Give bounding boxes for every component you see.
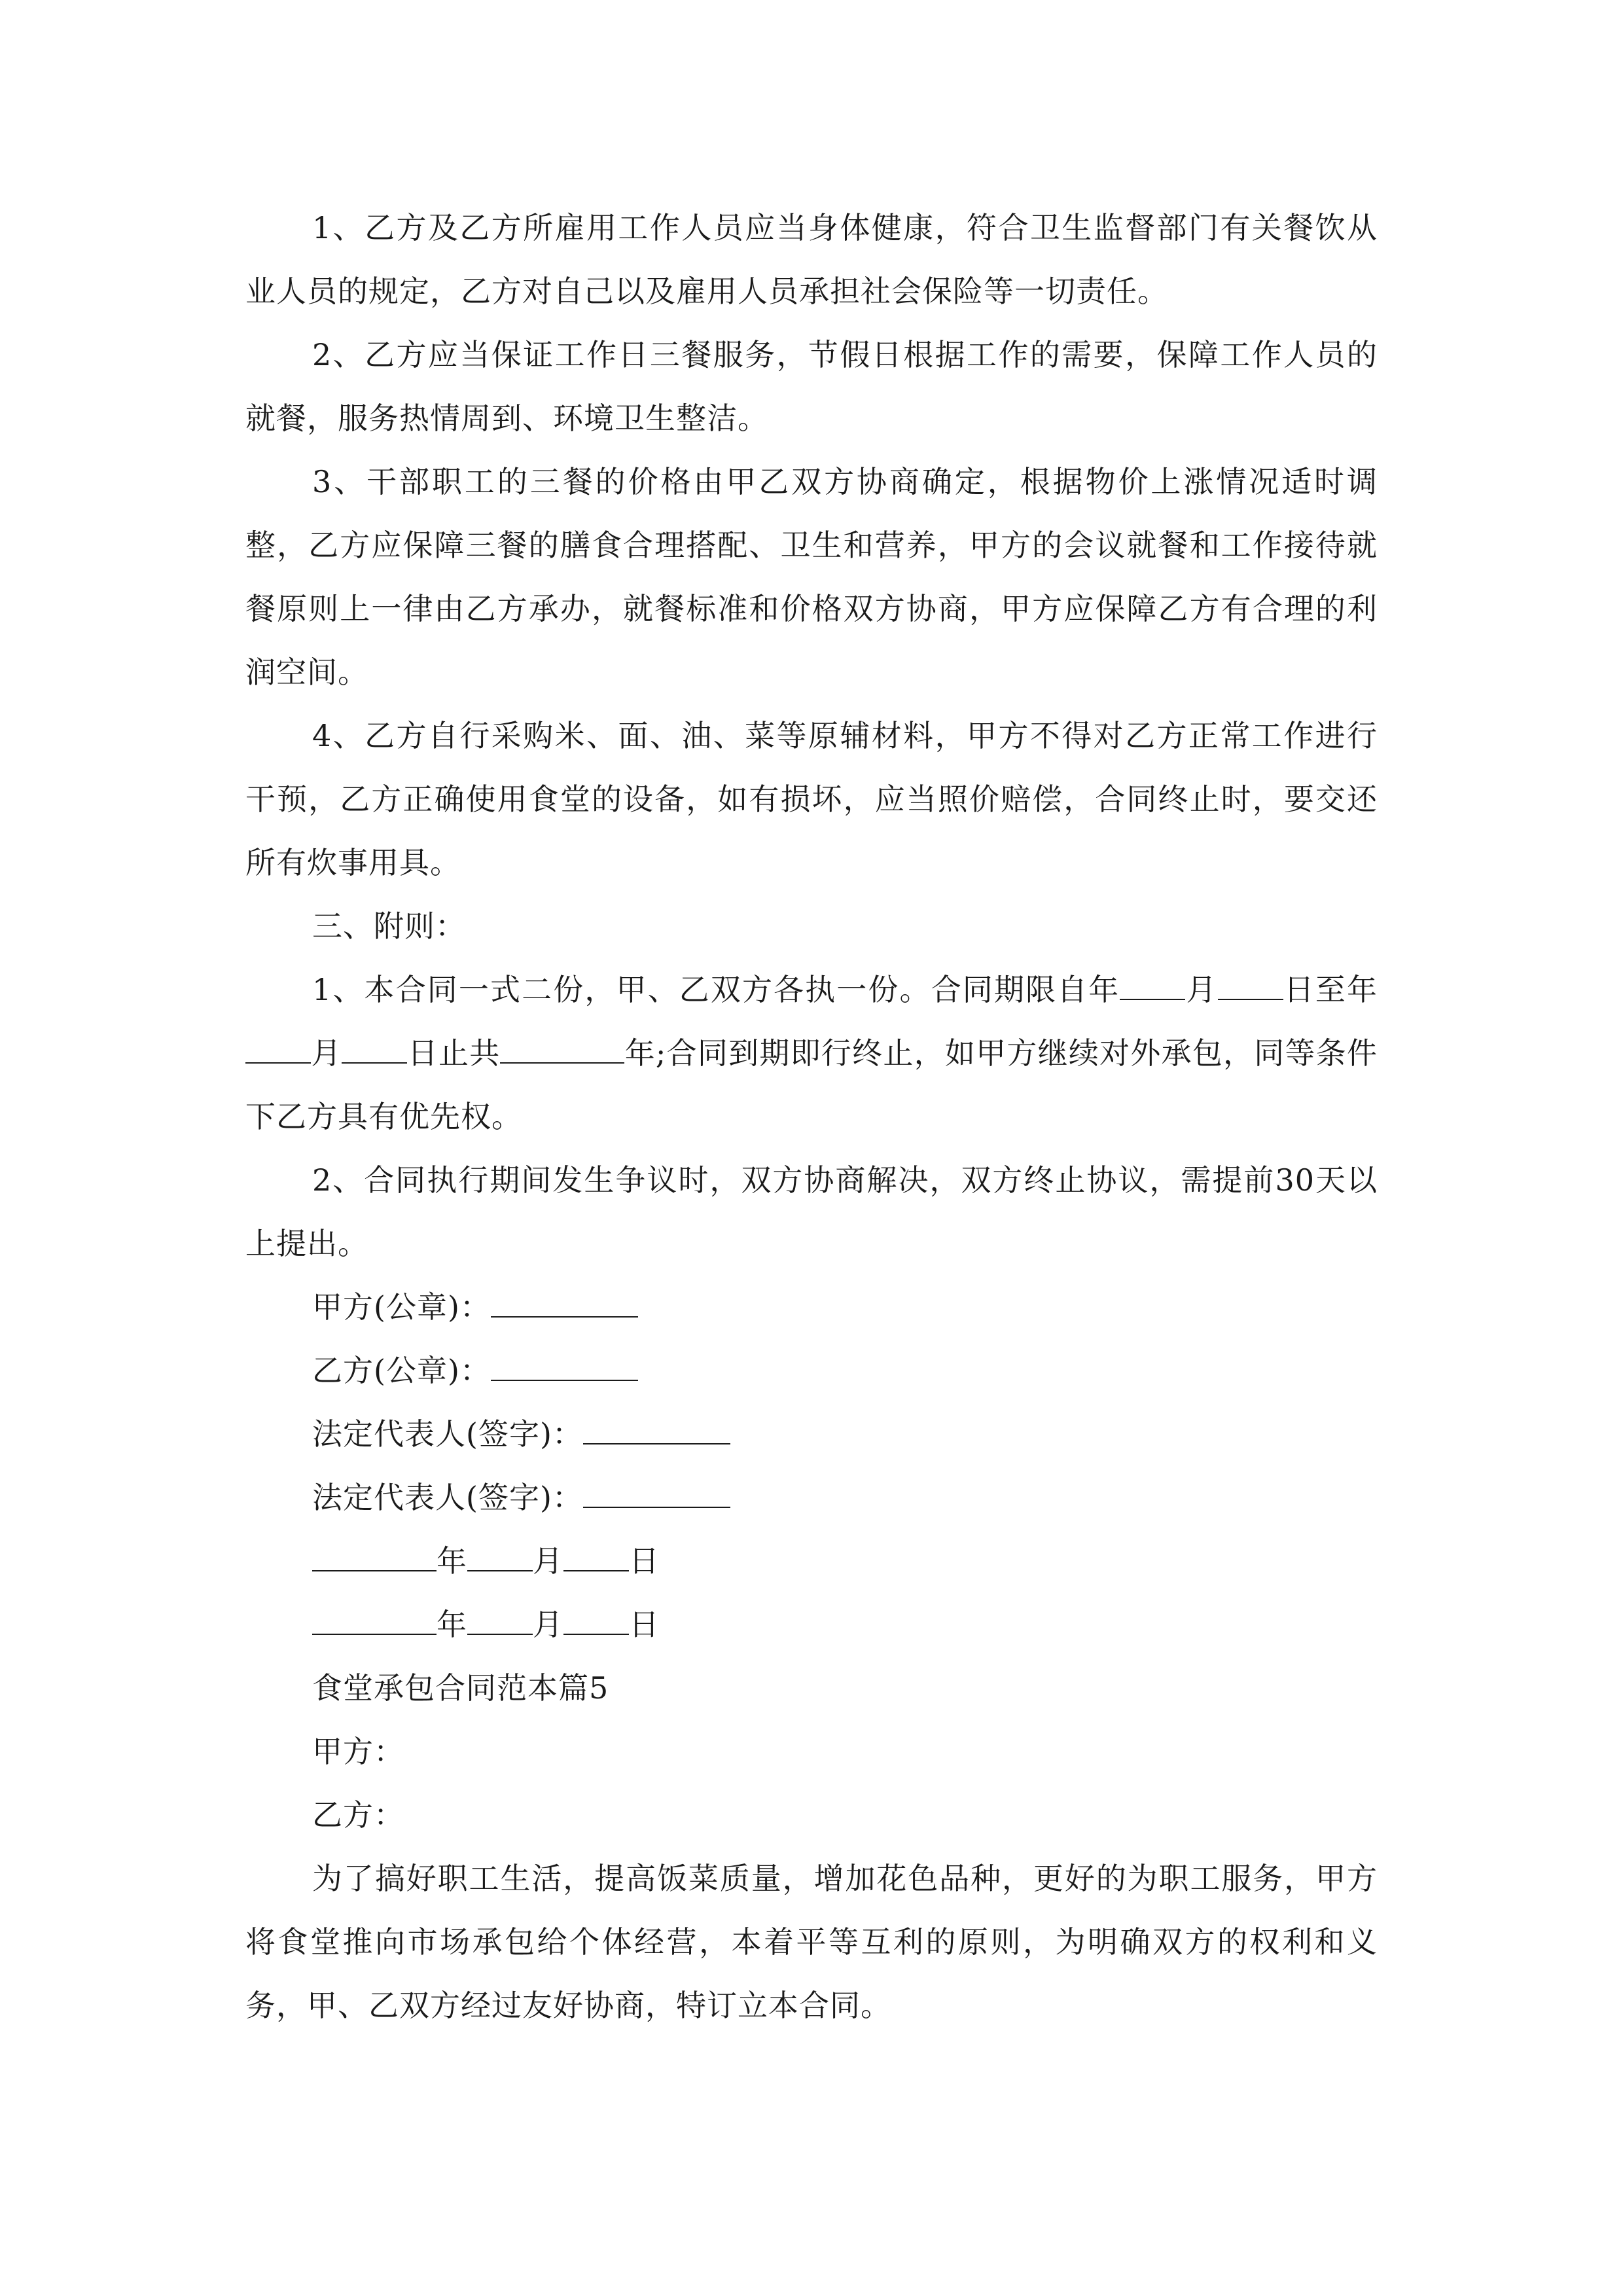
blank-day-end bbox=[342, 1037, 407, 1064]
next-contract-intro: 为了搞好职工生活，提高饭菜质量，增加花色品种，更好的为职工服务，甲方将食堂推向市场承包给个体经营，本着平等互利的原则，为明确双方的权利和义务，甲、乙双方经过友好协商，特订立本合同。 bbox=[245, 1861, 1378, 2023]
legal-rep-2-blank bbox=[583, 1482, 730, 1508]
date-1-day-label: 日 bbox=[629, 1543, 660, 1579]
date-1-day-blank bbox=[563, 1545, 629, 1571]
party-b-seal-label: 乙方(公章)： bbox=[312, 1353, 491, 1388]
party-a-seal-label: 甲方(公章)： bbox=[312, 1289, 491, 1325]
date-2-day-blank bbox=[563, 1609, 629, 1635]
legal-rep-2-line bbox=[245, 1466, 1378, 1530]
party-a-seal-blank bbox=[491, 1291, 638, 1318]
term-text-f: 年;合同到期即行终止，如甲方继续对外承包，同等条件下乙方具有优先权。 bbox=[245, 1035, 1378, 1134]
party-a-seal-line bbox=[245, 1276, 1378, 1339]
term-text-b: 月 bbox=[1185, 972, 1218, 1007]
date-2-month-label: 月 bbox=[533, 1607, 563, 1642]
party-b-seal-blank bbox=[491, 1355, 638, 1381]
legal-rep-1-line bbox=[245, 1403, 1378, 1466]
legal-rep-1-label: 法定代表人(签字)： bbox=[312, 1416, 583, 1452]
term-text-a: 1、本合同一式二份，甲、乙双方各执一份。合同期限自年 bbox=[312, 972, 1120, 1007]
supplementary-clause-2-dispute: 2、合同执行期间发生争议时，双方协商解决，双方终止协议，需提前30天以上提出。 bbox=[245, 1162, 1378, 1261]
document-body bbox=[245, 196, 1378, 2037]
date-1-month-label: 月 bbox=[533, 1543, 563, 1579]
blank-years-total bbox=[500, 1037, 624, 1064]
next-party-b-label: 乙方： bbox=[312, 1797, 404, 1833]
clause-1-health: 1、乙方及乙方所雇用工作人员应当身体健康，符合卫生监督部门有关餐饮从业人员的规定，乙方对自己以及雇用人员承担社会保险等一切责任。 bbox=[245, 210, 1378, 309]
term-text-d: 月 bbox=[311, 1035, 342, 1071]
date-2-year-label: 年 bbox=[437, 1607, 467, 1642]
blank-month-end bbox=[245, 1037, 311, 1064]
date-2-year-blank bbox=[312, 1609, 437, 1635]
party-b-seal-line bbox=[245, 1339, 1378, 1403]
date-2-day-label: 日 bbox=[629, 1607, 660, 1642]
term-text-c: 日至年 bbox=[1283, 972, 1378, 1007]
blank-month-start bbox=[1120, 974, 1185, 1000]
section-heading-supplementary: 三、附则： bbox=[312, 908, 466, 944]
next-contract-title: 食堂承包合同范本篇5 bbox=[312, 1670, 609, 1706]
date-1-year-label: 年 bbox=[437, 1543, 467, 1579]
next-party-a-label: 甲方： bbox=[312, 1734, 404, 1769]
date-1-month-blank bbox=[467, 1545, 533, 1571]
blank-day-start bbox=[1218, 974, 1283, 1000]
legal-rep-1-blank bbox=[583, 1418, 730, 1444]
clause-3-pricing: 3、干部职工的三餐的价格由甲乙双方协商确定，根据物价上涨情况适时调整，乙方应保障三餐的膳食合理搭配、卫生和营养，甲方的会议就餐和工作接待就餐原则上一律由乙方承办，就餐标准和价格双方协商，甲方应保障乙方有合理的利润空间。 bbox=[245, 464, 1378, 690]
date-line-1 bbox=[245, 1530, 1378, 1593]
date-1-year-blank bbox=[312, 1545, 437, 1571]
supplementary-clause-1-term bbox=[245, 958, 1378, 1149]
date-2-month-blank bbox=[467, 1609, 533, 1635]
legal-rep-2-label: 法定代表人(签字)： bbox=[312, 1480, 583, 1515]
clause-4-purchasing: 4、乙方自行采购米、面、油、菜等原辅材料，甲方不得对乙方正常工作进行干预，乙方正确使用食堂的设备，如有损坏，应当照价赔偿，合同终止时，要交还所有炊事用具。 bbox=[245, 718, 1378, 880]
clause-2-meal-service: 2、乙方应当保证工作日三餐服务，节假日根据工作的需要，保障工作人员的就餐，服务热情周到、环境卫生整洁。 bbox=[245, 337, 1378, 436]
date-line-2 bbox=[245, 1593, 1378, 1657]
term-text-e: 日止共 bbox=[407, 1035, 501, 1071]
